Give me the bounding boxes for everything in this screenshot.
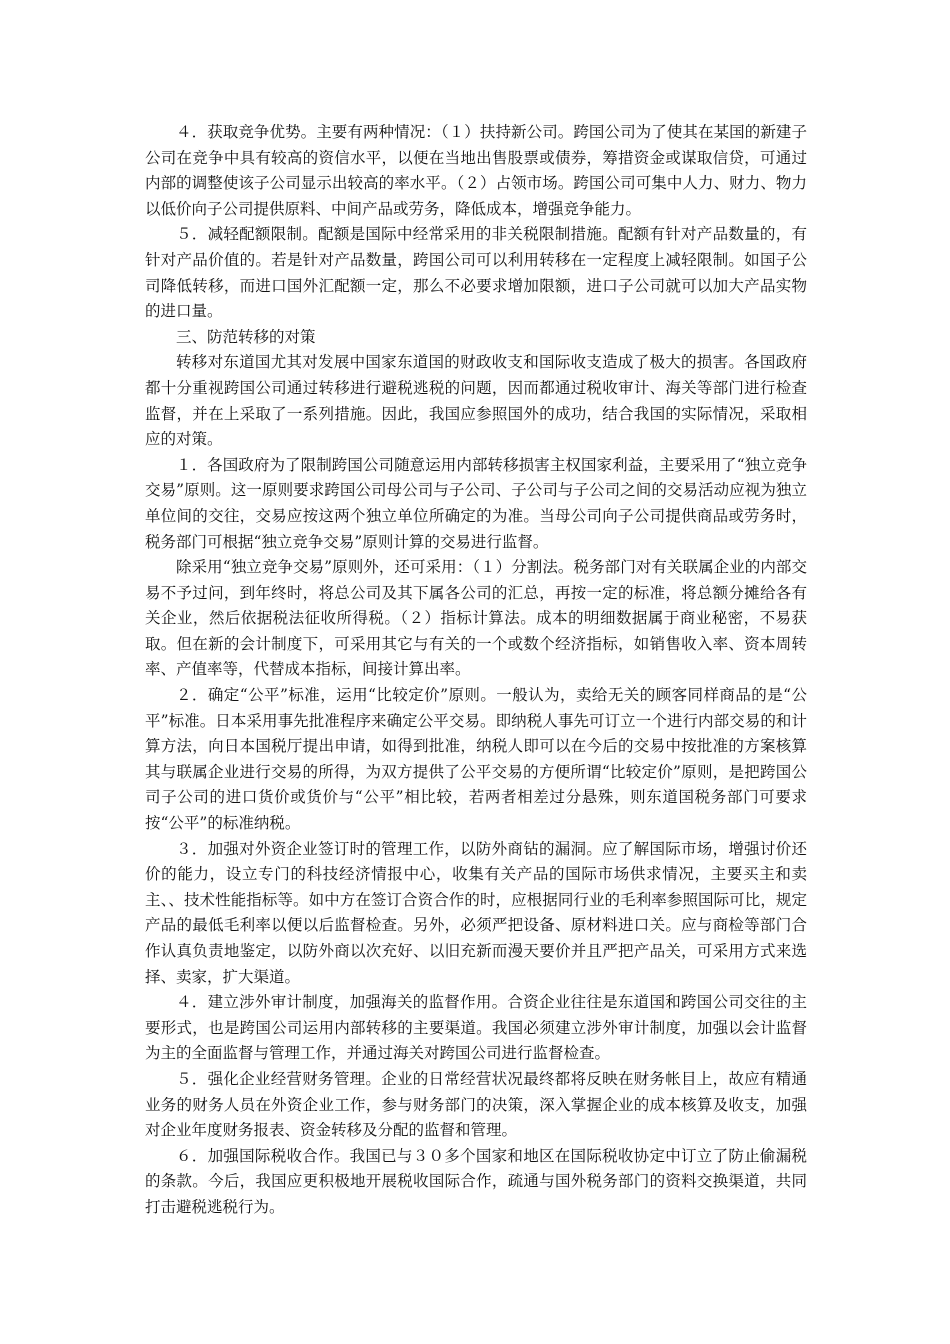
document-body xyxy=(145,120,807,1221)
paragraph-section-intro: 转移对东道国尤其对发展中国家东道国的财政收支和国际收支造成了极大的损害。各国政府都十分重视跨国公司通过转移进行避税逃税的问题，因而都通过税收审计、海关等部门进行检查监督，并在上采取了一系列措施。因此，我国应参照国外的成功，结合我国的实际情况，采取相应的对策。 xyxy=(145,353,807,449)
paragraph-alternative-methods: 除采用“独立竞争交易”原则外，还可采用：（１）分割法。税务部门对有关联属企业的内部交易不予过问，到年终时，将总公司及其下属各公司的汇总，再按一定的标准，将总额分摊给各有关企业，然后依据税法征收所得税。（２）指标计算法。成本的明细数据属于商业秘密，不易获取。但在新的会计制度下，可采用其它与有关的一个或数个经济指标，如销售收入率、资本周转率、产值率等，代替成本指标，间接计算出率。 xyxy=(145,558,807,679)
paragraph-arms-length-principle: １．各国政府为了限制跨国公司随意运用内部转移损害主权国家利益，主要采用了“独立竞争交易”原则。这一原则要求跨国公司母公司与子公司、子公司与子公司之间的交易活动应视为独立单位间的交往，交易应按这两个独立单位所确定的为准。当母公司向子公司提供商品或劳务时，税务部门可根据“独立竞争交易”原则计算的交易进行监督。 xyxy=(145,455,807,551)
paragraph-financial-management: ５．强化企业经营财务管理。企业的日常经营状况最终都将反映在财务帐目上，故应有精通业务的财务人员在外资企业工作，参与财务部门的决策，深入掌握企业的成本核算及收支，加强对企业年度财务报表、资金转移及分配的监督和管理。 xyxy=(145,1069,807,1140)
paragraph-foreign-audit: ４．建立涉外审计制度，加强海关的监督作用。合资企业往往是东道国和跨国公司交往的主要形式，也是跨国公司运用内部转移的主要渠道。我国必须建立涉外审计制度，加强以会计监督为主的全面监督与管理工作，并通过海关对跨国公司进行监督检查。 xyxy=(145,993,807,1063)
paragraph-tax-cooperation: ６．加强国际税收合作。我国已与３０多个国家和地区在国际税收协定中订立了防止偷漏税的条款。今后，我国应更积极地开展税收国际合作，疏通与国外税务部门的资料交换渠道，共同打击避税逃税行为。 xyxy=(145,1146,807,1216)
paragraph-fair-standard: ２．确定“公平”标准，运用“比较定价”原则。一般认为，卖给无关的顾客同样商品的是“公平”标准。日本采用事先批准程序来确定公平交易。即纳税人事先可订立一个进行内部交易的和计算方法，向日本国税厅提出申请，如得到批准，纳税人即可以在今后的交易中按批准的方案核算其与联属企业进行交易的所得，为双方提供了公平交易的方便所谓“比较定价”原则，是把跨国公司子公司的进口货价或货价与“公平”相比较，若两者相差过分悬殊，则东道国税务部门可要求按“公平”的标准纳税。 xyxy=(145,686,807,833)
paragraph-quota-restriction: ５．减轻配额限制。配额是国际中经常采用的非关税限制措施。配额有针对产品数量的，有针对产品价值的。若是针对产品数量，跨国公司可以利用转移在一定程度上减轻限制。如国子公司降低转移，而进口国外汇配额一定，那么不必要求增加限额，进口子公司就可以加大产品实物的进口量。 xyxy=(145,225,807,321)
paragraph-competitive-advantage: ４．获取竞争优势。主要有两种情况：（１）扶持新公司。跨国公司为了使其在某国的新建子公司在竞争中具有较高的资信水平，以便在当地出售股票或债券，筹措资金或谋取信贷，可通过内部的调整使该子公司显示出较高的率水平。（２）占领市场。跨国公司可集中人力、财力、物力以低价向子公司提供原料、中间产品或劳务，降低成本，增强竞争能力。 xyxy=(145,123,807,218)
paragraph-contract-management: ３．加强对外资企业签订时的管理工作，以防外商钻的漏洞。应了解国际市场，增强讨价还价的能力，设立专门的科技经济情报中心，收集有关产品的国际市场供求情况，主要买主和卖主、、技术性能指标等。如中方在签订合资合作的时，应根据同行业的毛利率参照国际可比，规定产品的最低毛利率以便以后监督检查。另外，必须严把设备、原材料进口关。应与商检等部门合作认真负责地鉴定，以防外商以次充好、以旧充新而漫天要价并且严把产品关，可采用方式来选择、卖家，扩大渠道。 xyxy=(145,839,807,986)
section-heading-countermeasures: 三、防范转移的对策 xyxy=(176,327,316,346)
